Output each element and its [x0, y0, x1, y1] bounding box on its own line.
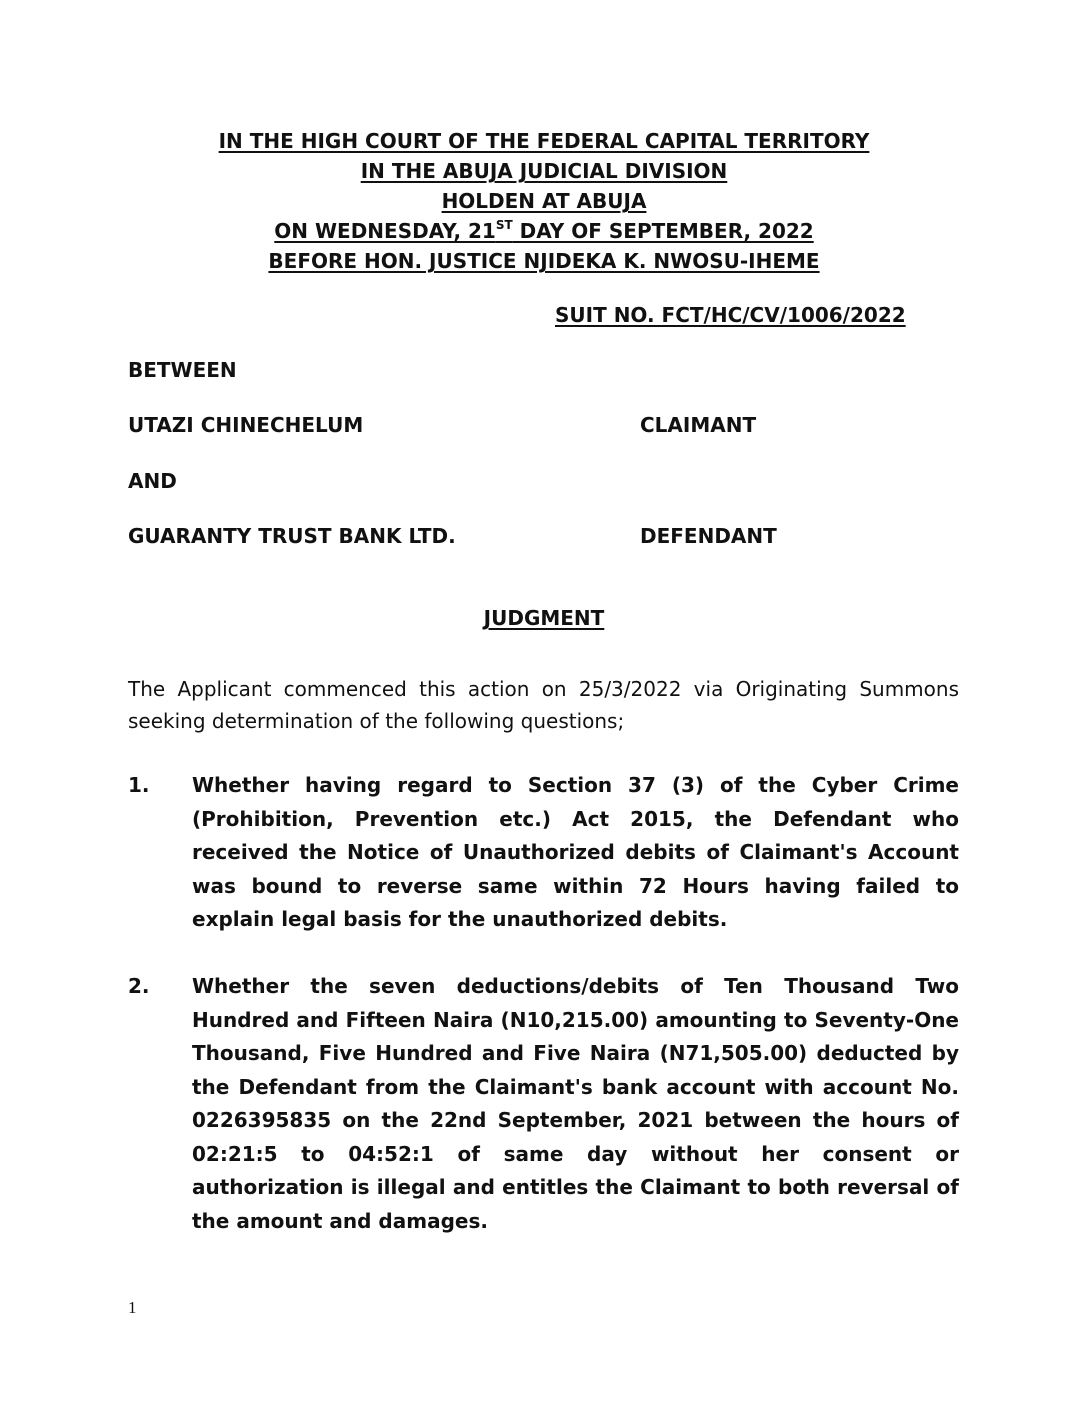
hearing-date-prefix: ON WEDNESDAY, 21	[274, 219, 496, 243]
court-location: HOLDEN AT ABUJA	[441, 189, 647, 213]
hearing-date	[0, 216, 1088, 246]
claimant-name: UTAZI CHINECHELUM	[128, 413, 364, 437]
court-name: IN THE HIGH COURT OF THE FEDERAL CAPITAL TERRITORY	[218, 129, 870, 153]
defendant-role: DEFENDANT	[640, 524, 777, 548]
question-text: Whether the seven deductions/debits of Ten Thousand Two Hundred and Fifteen Naira (N10,215.00) amounting to Seventy-One Thousand, Five Hundred and Five Naira (N71,505.00) deducted by the Defendant from the Claimant's bank account with account No. 0226395835 on the 22nd September, 2021 between the hours of 02:21:5 to 04:52:1 of same day without her consent or authorization is illegal and entitles the Claimant to both reversal of the amount and damages.	[192, 974, 959, 1233]
question-number: 1.	[128, 773, 150, 797]
question-number: 2.	[128, 974, 150, 998]
question-item	[128, 769, 959, 937]
hearing-date-ordinal: ST	[495, 218, 513, 232]
hearing-date-suffix: DAY OF SEPTEMBER, 2022	[512, 219, 814, 243]
between-label: BETWEEN	[128, 358, 237, 382]
judgment-title: JUDGMENT	[483, 606, 605, 630]
question-item	[128, 970, 959, 1238]
page-number: 1	[128, 1298, 137, 1317]
claimant-role: CLAIMANT	[640, 413, 757, 437]
court-heading	[0, 126, 1088, 276]
and-label: AND	[128, 469, 177, 493]
presiding-judge: BEFORE HON. JUSTICE NJIDEKA K. NWOSU-IHEME	[268, 249, 820, 273]
intro-paragraph: The Applicant commenced this action on 25/3/2022 via Originating Summons seeking determination of the following questions;	[128, 677, 959, 733]
question-text: Whether having regard to Section 37 (3) of the Cyber Crime (Prohibition, Prevention etc.) Act 2015, the Defendant who received the Notice of Unauthorized debits of Claimant's Account was bound to reverse same within 72 Hours having failed to explain legal basis for the unauthorized debits.	[192, 773, 959, 931]
defendant-name: GUARANTY TRUST BANK LTD.	[128, 524, 456, 548]
judicial-division: IN THE ABUJA JUDICIAL DIVISION	[360, 159, 728, 183]
suit-number: SUIT NO. FCT/HC/CV/1006/2022	[555, 303, 906, 327]
